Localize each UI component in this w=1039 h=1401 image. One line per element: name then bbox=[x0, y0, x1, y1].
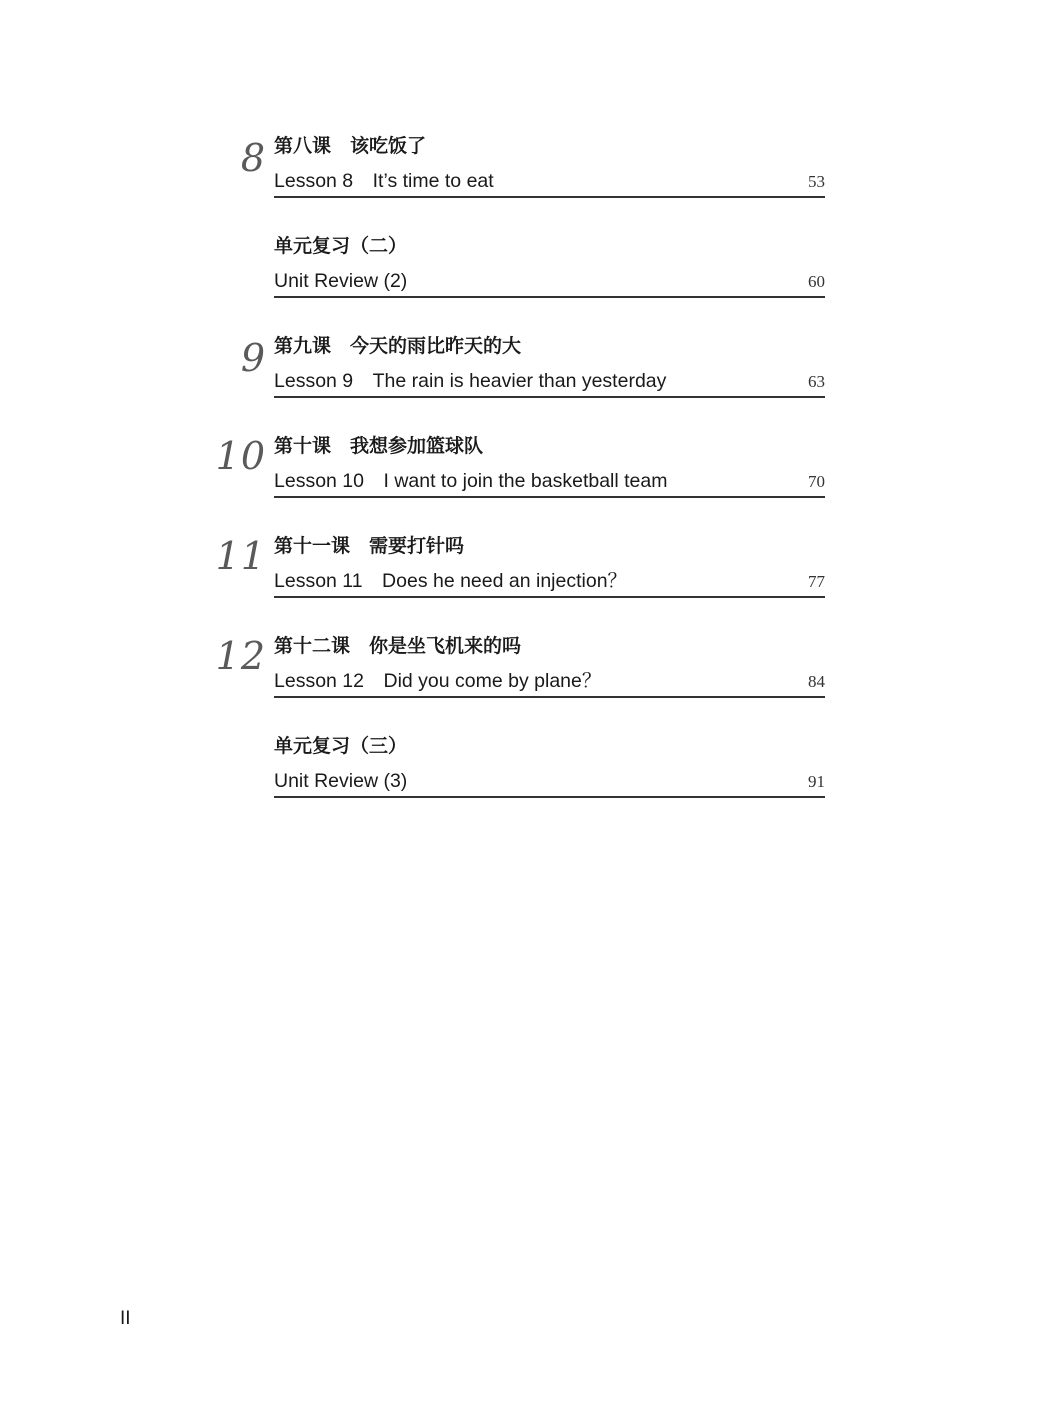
page-number: 70 bbox=[808, 472, 825, 491]
english-title: Lesson 9 The rain is heavier than yesterday bbox=[274, 370, 667, 392]
toc-entry-lesson-10[interactable] bbox=[215, 434, 825, 502]
toc-entry-unit-review-2[interactable] bbox=[274, 234, 825, 302]
toc-entry-lesson-11[interactable] bbox=[215, 534, 825, 602]
chinese-title: 第九课 今天的雨比昨天的大 bbox=[274, 335, 522, 357]
page-number: 63 bbox=[808, 372, 825, 391]
english-title: Lesson 8 It’s time to eat bbox=[274, 170, 494, 192]
chinese-title: 第十二课 你是坐飞机来的吗 bbox=[274, 635, 522, 657]
divider-rule bbox=[274, 396, 825, 398]
lesson-number: 10 bbox=[215, 434, 266, 478]
english-title: Lesson 10 I want to join the basketball team bbox=[274, 470, 668, 492]
toc-entry-unit-review-3[interactable] bbox=[274, 734, 825, 802]
toc-entry-lesson-12[interactable] bbox=[215, 634, 825, 702]
page-number: 53 bbox=[808, 172, 825, 191]
divider-rule bbox=[274, 296, 825, 298]
lesson-number: 9 bbox=[240, 336, 266, 380]
english-title: Unit Review (3) bbox=[274, 770, 408, 792]
page-folio: II bbox=[120, 1308, 131, 1329]
chinese-title: 第八课 该吃饭了 bbox=[274, 135, 427, 157]
page-number: 91 bbox=[808, 772, 825, 791]
chinese-title: 第十课 我想参加篮球队 bbox=[274, 435, 484, 457]
english-title: Lesson 12 Did you come by plane？ bbox=[274, 670, 602, 692]
divider-rule bbox=[274, 196, 825, 198]
divider-rule bbox=[274, 596, 825, 598]
chinese-title: 第十一课 需要打针吗 bbox=[274, 535, 465, 557]
english-title: Lesson 11 Does he need an injection？ bbox=[274, 570, 628, 592]
chinese-title: 单元复习（三） bbox=[274, 735, 408, 757]
toc-entry-lesson-8[interactable] bbox=[240, 134, 825, 202]
lesson-number: 12 bbox=[215, 634, 266, 678]
toc-entry-lesson-9[interactable] bbox=[240, 334, 825, 402]
lesson-number: 8 bbox=[240, 136, 266, 180]
chinese-title: 单元复习（二） bbox=[274, 235, 408, 257]
lesson-number: 11 bbox=[215, 534, 266, 578]
divider-rule bbox=[274, 496, 825, 498]
divider-rule bbox=[274, 696, 825, 698]
page-number: 60 bbox=[808, 272, 825, 291]
divider-rule bbox=[274, 796, 825, 798]
english-title: Unit Review (2) bbox=[274, 270, 408, 292]
page-number: 84 bbox=[808, 672, 825, 691]
page-number: 77 bbox=[808, 572, 825, 591]
